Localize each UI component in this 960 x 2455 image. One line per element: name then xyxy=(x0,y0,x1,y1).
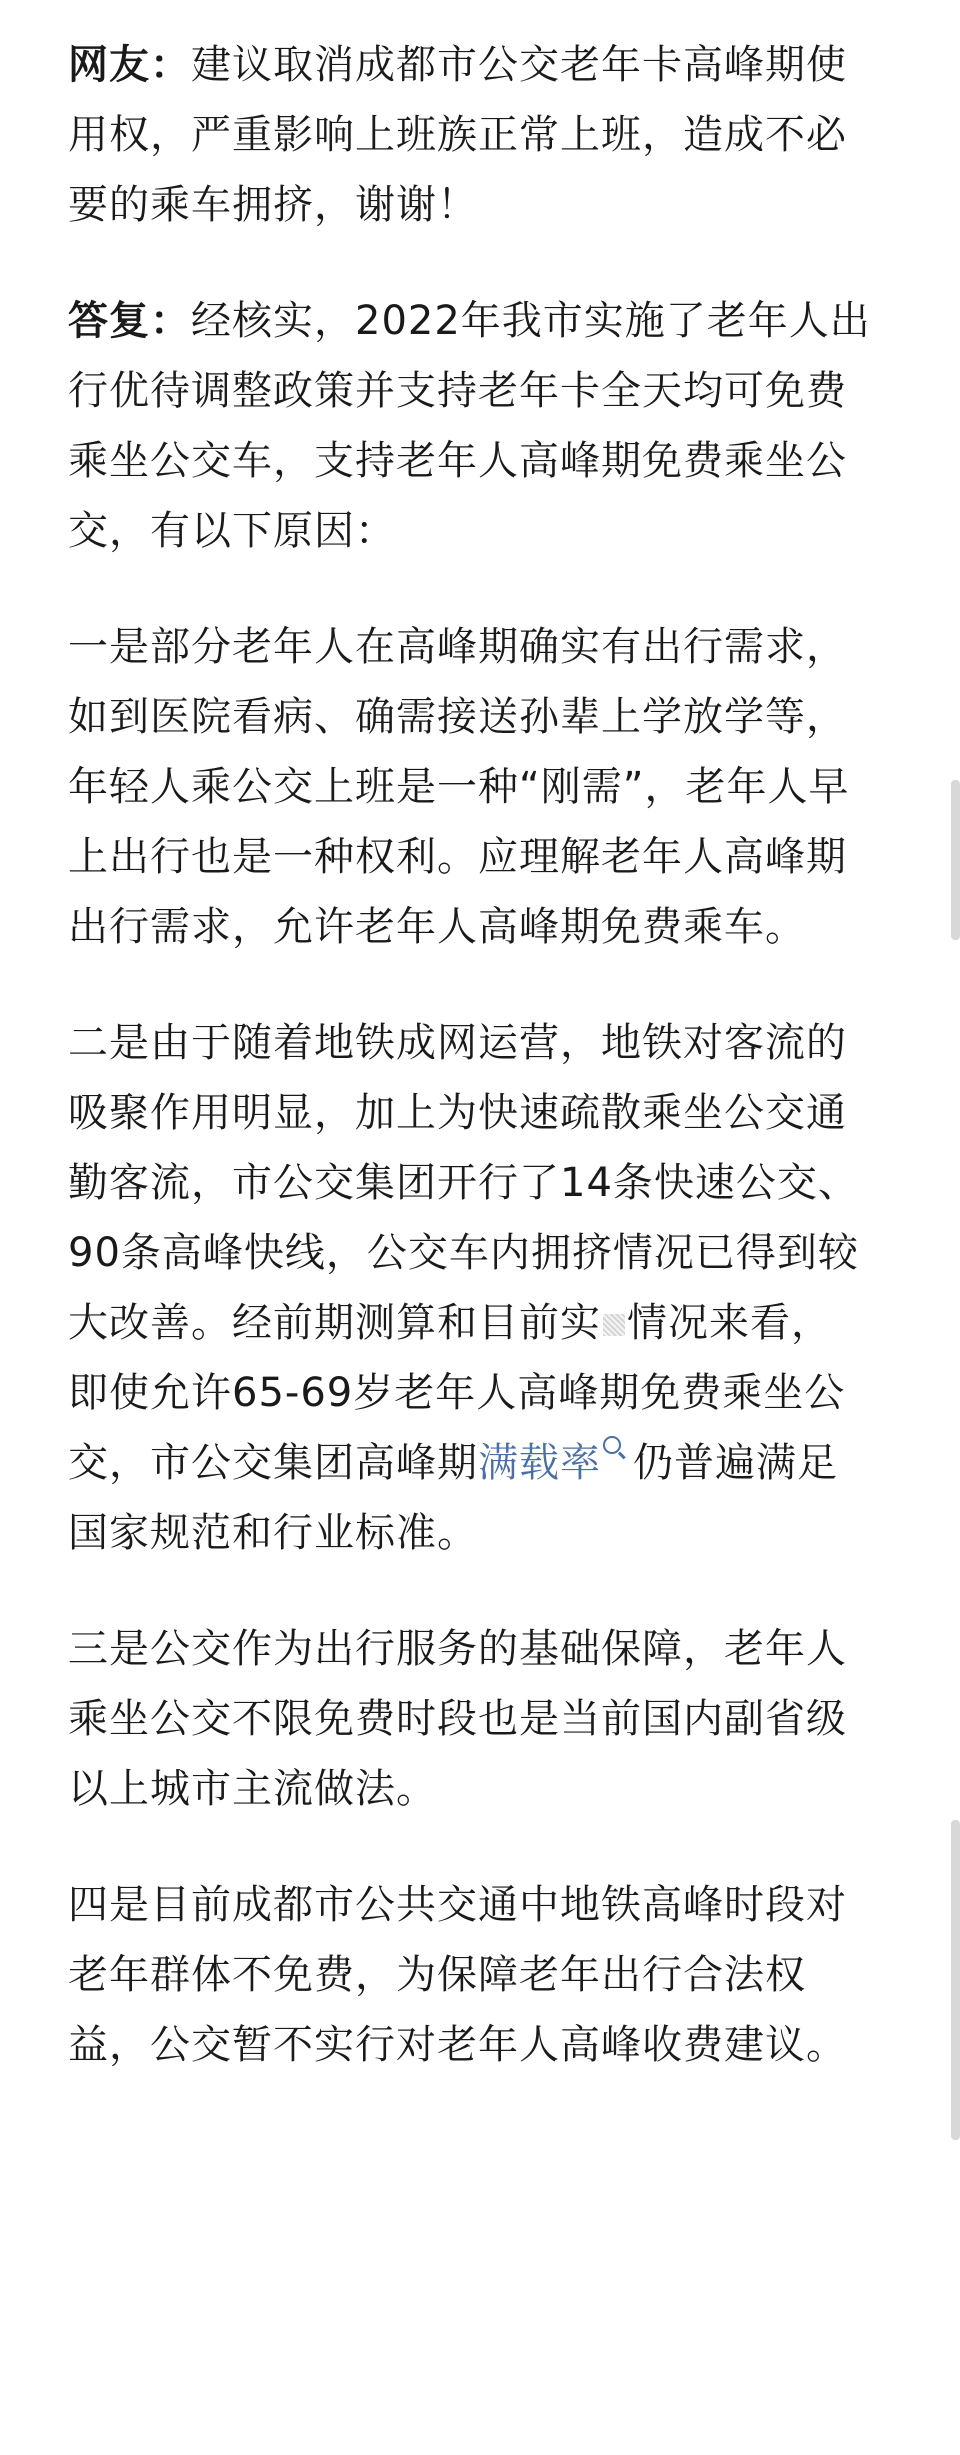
load-rate-link[interactable]: 满载率 xyxy=(478,1440,601,1486)
reply-line: 交，有以下原因： xyxy=(68,508,396,554)
reason-line: 出行需求，允许老年人高峰期免费乘车。 xyxy=(68,904,806,950)
reason-line: 即使允许65-69岁老年人高峰期免费乘坐公 xyxy=(68,1370,846,1416)
reason-line: 二是由于随着地铁成网运营，地铁对客流的 xyxy=(68,1020,847,1066)
reason-one xyxy=(68,612,898,962)
reason-line: 上出行也是一种权利。应理解老年人高峰期 xyxy=(68,834,847,880)
reason-line: 一是部分老年人在高峰期确实有出行需求， xyxy=(68,624,847,670)
reason-line: 勤客流，市公交集团开行了14条快速公交、 xyxy=(68,1160,859,1206)
reason-line: 国家规范和行业标准。 xyxy=(68,1510,478,1556)
scrollbar[interactable] xyxy=(951,780,960,940)
reason-line: 乘坐公交不限免费时段也是当前国内副省级 xyxy=(68,1696,847,1742)
article-body xyxy=(68,30,898,2126)
reason-line: 年轻人乘公交上班是一种“刚需”，老年人早 xyxy=(68,764,850,810)
reason-line: 三是公交作为出行服务的基础保障，老年人 xyxy=(68,1626,847,1672)
reason-line: 老年群体不免费，为保障老年出行合法权 xyxy=(68,1952,806,1998)
question-line: 建议取消成都市公交老年卡高峰期使 xyxy=(191,42,847,88)
reason-four xyxy=(68,1870,898,2080)
official-reply xyxy=(68,286,898,566)
reason-line: 吸聚作用明显，加上为快速疏散乘坐公交通 xyxy=(68,1090,847,1136)
search-icon[interactable] xyxy=(603,1436,621,1454)
reason-line: 益，公交暂不实行对老年人高峰收费建议。 xyxy=(68,2022,847,2068)
reply-line: 乘坐公交车，支持老年人高峰期免费乘坐公 xyxy=(68,438,847,484)
reason-line: 如到医院看病、确需接送孙辈上学放学等， xyxy=(68,694,847,740)
scrollbar[interactable] xyxy=(951,1820,960,2140)
netizen-question xyxy=(68,30,898,240)
question-line: 要的乘车拥挤，谢谢！ xyxy=(68,182,478,228)
reason-text: 仍普遍满足 xyxy=(633,1440,838,1486)
reason-three xyxy=(68,1614,898,1824)
reason-text: 情况来看， xyxy=(627,1300,832,1346)
reply-label: 答复： xyxy=(68,298,191,344)
reply-line: 经核实，2022年我市实施了老年人出 xyxy=(191,298,871,344)
reason-line: 90条高峰快线，公交车内拥挤情况已得到较 xyxy=(68,1230,859,1276)
reason-text: 大改善。经前期测算和目前实 xyxy=(68,1300,601,1346)
reason-line: 四是目前成都市公共交通中地铁高峰时段对 xyxy=(68,1882,847,1928)
reason-text: 交，市公交集团高峰期 xyxy=(68,1440,478,1486)
reply-line: 行优待调整政策并支持老年卡全天均可免费 xyxy=(68,368,847,414)
netizen-label: 网友： xyxy=(68,42,191,88)
reason-two xyxy=(68,1008,898,1568)
reason-line: 以上城市主流做法。 xyxy=(68,1766,437,1812)
image-artifact xyxy=(603,1314,625,1336)
question-line: 用权，严重影响上班族正常上班，造成不必 xyxy=(68,112,847,158)
